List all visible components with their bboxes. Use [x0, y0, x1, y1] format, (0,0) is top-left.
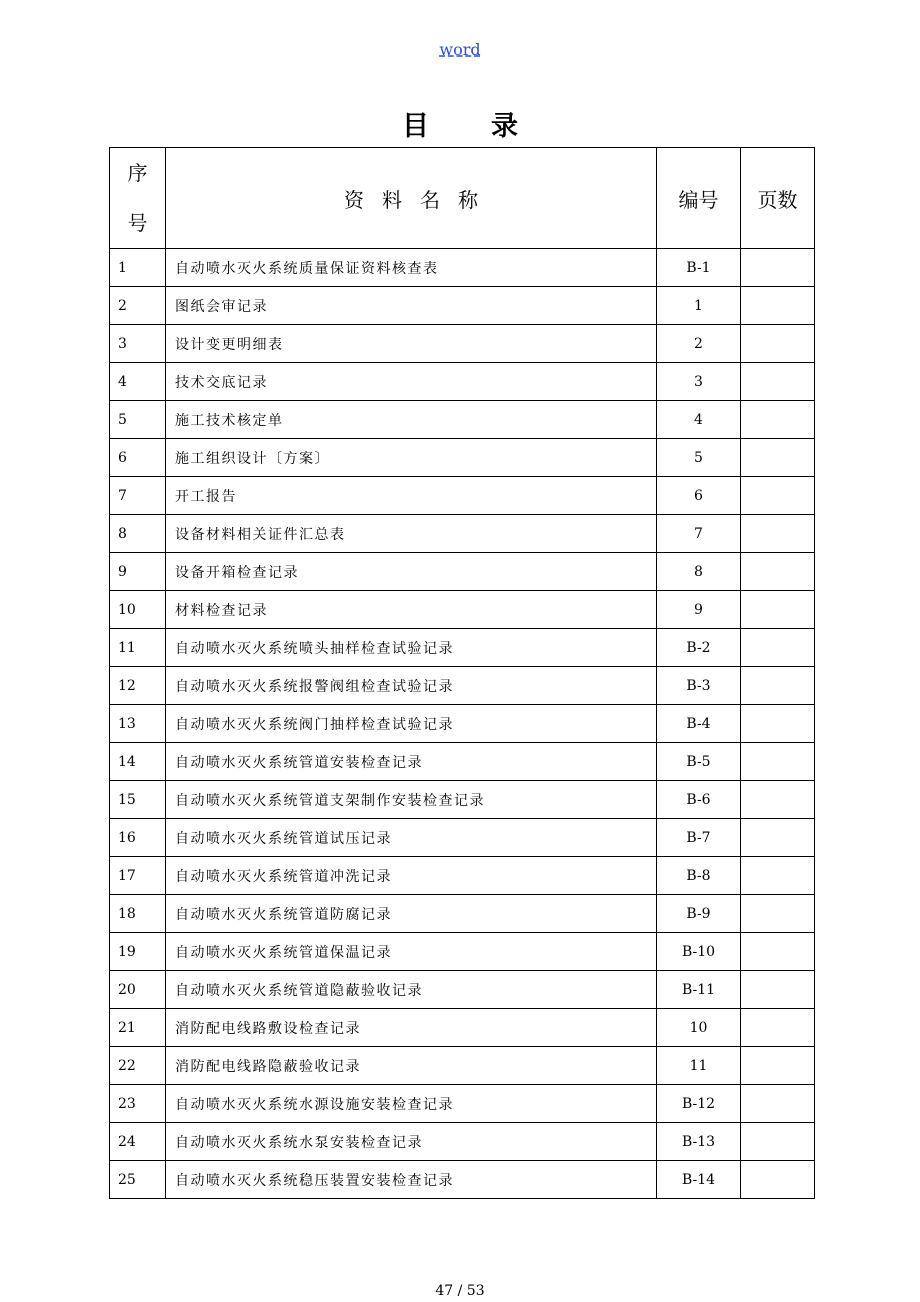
row-pages [741, 325, 815, 363]
header-pages: 页数 [741, 148, 815, 249]
row-code: B-10 [657, 933, 741, 971]
row-number: 18 [110, 895, 166, 933]
row-pages [741, 933, 815, 971]
row-pages [741, 819, 815, 857]
row-number: 17 [110, 857, 166, 895]
row-code: B-12 [657, 1085, 741, 1123]
header-seq-top: 序 [127, 161, 148, 185]
row-code: 3 [657, 363, 741, 401]
row-code: 11 [657, 1047, 741, 1085]
table-row [110, 591, 815, 629]
header-code: 编号 [657, 148, 741, 249]
row-name: 设备开箱检查记录 [166, 553, 657, 591]
row-code: B-13 [657, 1123, 741, 1161]
row-name: 开工报告 [166, 477, 657, 515]
header-word-link[interactable]: word [439, 40, 481, 59]
header-name: 资料名称 [166, 148, 657, 249]
row-number: 20 [110, 971, 166, 1009]
row-pages [741, 1161, 815, 1199]
row-name: 设备材料相关证件汇总表 [166, 515, 657, 553]
table-row [110, 1161, 815, 1199]
row-number: 23 [110, 1085, 166, 1123]
row-name: 自动喷水灭火系统管道安装检查记录 [166, 743, 657, 781]
row-pages [741, 743, 815, 781]
row-name: 自动喷水灭火系统管道冲洗记录 [166, 857, 657, 895]
row-number: 9 [110, 553, 166, 591]
row-pages [741, 895, 815, 933]
table-row [110, 857, 815, 895]
row-code: 5 [657, 439, 741, 477]
row-name: 技术交底记录 [166, 363, 657, 401]
row-pages [741, 667, 815, 705]
row-pages [741, 781, 815, 819]
toc-body [110, 249, 815, 1199]
row-code: B-2 [657, 629, 741, 667]
table-row [110, 971, 815, 1009]
row-pages [741, 1123, 815, 1161]
row-number: 25 [110, 1161, 166, 1199]
table-row [110, 1009, 815, 1047]
row-code: 6 [657, 477, 741, 515]
table-row [110, 439, 815, 477]
row-number: 16 [110, 819, 166, 857]
row-code: 8 [657, 553, 741, 591]
row-number: 24 [110, 1123, 166, 1161]
row-number: 6 [110, 439, 166, 477]
row-code: B-6 [657, 781, 741, 819]
row-code: B-7 [657, 819, 741, 857]
row-name: 自动喷水灭火系统管道支架制作安装检查记录 [166, 781, 657, 819]
row-name: 施工技术核定单 [166, 401, 657, 439]
header-seq-bottom: 号 [127, 211, 148, 235]
row-code: B-4 [657, 705, 741, 743]
row-code: 9 [657, 591, 741, 629]
row-pages [741, 971, 815, 1009]
row-number: 15 [110, 781, 166, 819]
table-row [110, 781, 815, 819]
row-pages [741, 249, 815, 287]
table-row [110, 249, 815, 287]
table-row [110, 705, 815, 743]
row-code: B-11 [657, 971, 741, 1009]
table-row [110, 477, 815, 515]
row-number: 22 [110, 1047, 166, 1085]
row-code: B-1 [657, 249, 741, 287]
table-row [110, 743, 815, 781]
row-pages [741, 363, 815, 401]
page-indicator: 47 / 53 [435, 1283, 485, 1299]
table-header-row [110, 148, 815, 249]
table-row [110, 325, 815, 363]
row-name: 自动喷水灭火系统质量保证资料核查表 [166, 249, 657, 287]
row-code: B-3 [657, 667, 741, 705]
table-row [110, 1047, 815, 1085]
row-number: 13 [110, 705, 166, 743]
row-name: 自动喷水灭火系统水源设施安装检查记录 [166, 1085, 657, 1123]
row-code: B-8 [657, 857, 741, 895]
row-number: 3 [110, 325, 166, 363]
row-pages [741, 515, 815, 553]
row-number: 10 [110, 591, 166, 629]
row-name: 自动喷水灭火系统管道防腐记录 [166, 895, 657, 933]
row-number: 14 [110, 743, 166, 781]
row-name: 消防配电线路隐蔽验收记录 [166, 1047, 657, 1085]
row-name: 自动喷水灭火系统管道保温记录 [166, 933, 657, 971]
table-row [110, 1123, 815, 1161]
row-pages [741, 439, 815, 477]
row-code: B-9 [657, 895, 741, 933]
table-row [110, 629, 815, 667]
row-pages [741, 1009, 815, 1047]
row-name: 自动喷水灭火系统阀门抽样检查试验记录 [166, 705, 657, 743]
row-name: 消防配电线路敷设检查记录 [166, 1009, 657, 1047]
table-row [110, 819, 815, 857]
row-code: 10 [657, 1009, 741, 1047]
row-pages [741, 401, 815, 439]
row-name: 自动喷水灭火系统管道隐蔽验收记录 [166, 971, 657, 1009]
row-pages [741, 477, 815, 515]
table-row [110, 667, 815, 705]
row-number: 2 [110, 287, 166, 325]
row-pages [741, 857, 815, 895]
row-number: 19 [110, 933, 166, 971]
row-number: 21 [110, 1009, 166, 1047]
row-code: 4 [657, 401, 741, 439]
toc-table [109, 147, 815, 1199]
row-number: 4 [110, 363, 166, 401]
table-row [110, 287, 815, 325]
table-row [110, 401, 815, 439]
row-number: 11 [110, 629, 166, 667]
row-number: 8 [110, 515, 166, 553]
row-name: 自动喷水灭火系统水泵安装检查记录 [166, 1123, 657, 1161]
table-row [110, 1085, 815, 1123]
row-number: 12 [110, 667, 166, 705]
table-row [110, 553, 815, 591]
row-code: B-5 [657, 743, 741, 781]
row-name: 自动喷水灭火系统喷头抽样检查试验记录 [166, 629, 657, 667]
row-number: 1 [110, 249, 166, 287]
row-code: 2 [657, 325, 741, 363]
row-name: 材料检查记录 [166, 591, 657, 629]
row-name: 自动喷水灭火系统管道试压记录 [166, 819, 657, 857]
page-title: 目录 [402, 111, 580, 142]
row-pages [741, 1047, 815, 1085]
row-code: B-14 [657, 1161, 741, 1199]
row-number: 5 [110, 401, 166, 439]
row-name: 自动喷水灭火系统报警阀组检查试验记录 [166, 667, 657, 705]
table-row [110, 363, 815, 401]
row-name: 设计变更明细表 [166, 325, 657, 363]
row-code: 7 [657, 515, 741, 553]
row-name: 图纸会审记录 [166, 287, 657, 325]
table-row [110, 895, 815, 933]
table-row [110, 933, 815, 971]
row-pages [741, 287, 815, 325]
row-pages [741, 553, 815, 591]
row-name: 施工组织设计〔方案〕 [166, 439, 657, 477]
row-number: 7 [110, 477, 166, 515]
row-code: 1 [657, 287, 741, 325]
row-pages [741, 591, 815, 629]
row-pages [741, 705, 815, 743]
header-seq [110, 148, 166, 249]
row-pages [741, 1085, 815, 1123]
table-row [110, 515, 815, 553]
row-name: 自动喷水灭火系统稳压装置安装检查记录 [166, 1161, 657, 1199]
row-pages [741, 629, 815, 667]
